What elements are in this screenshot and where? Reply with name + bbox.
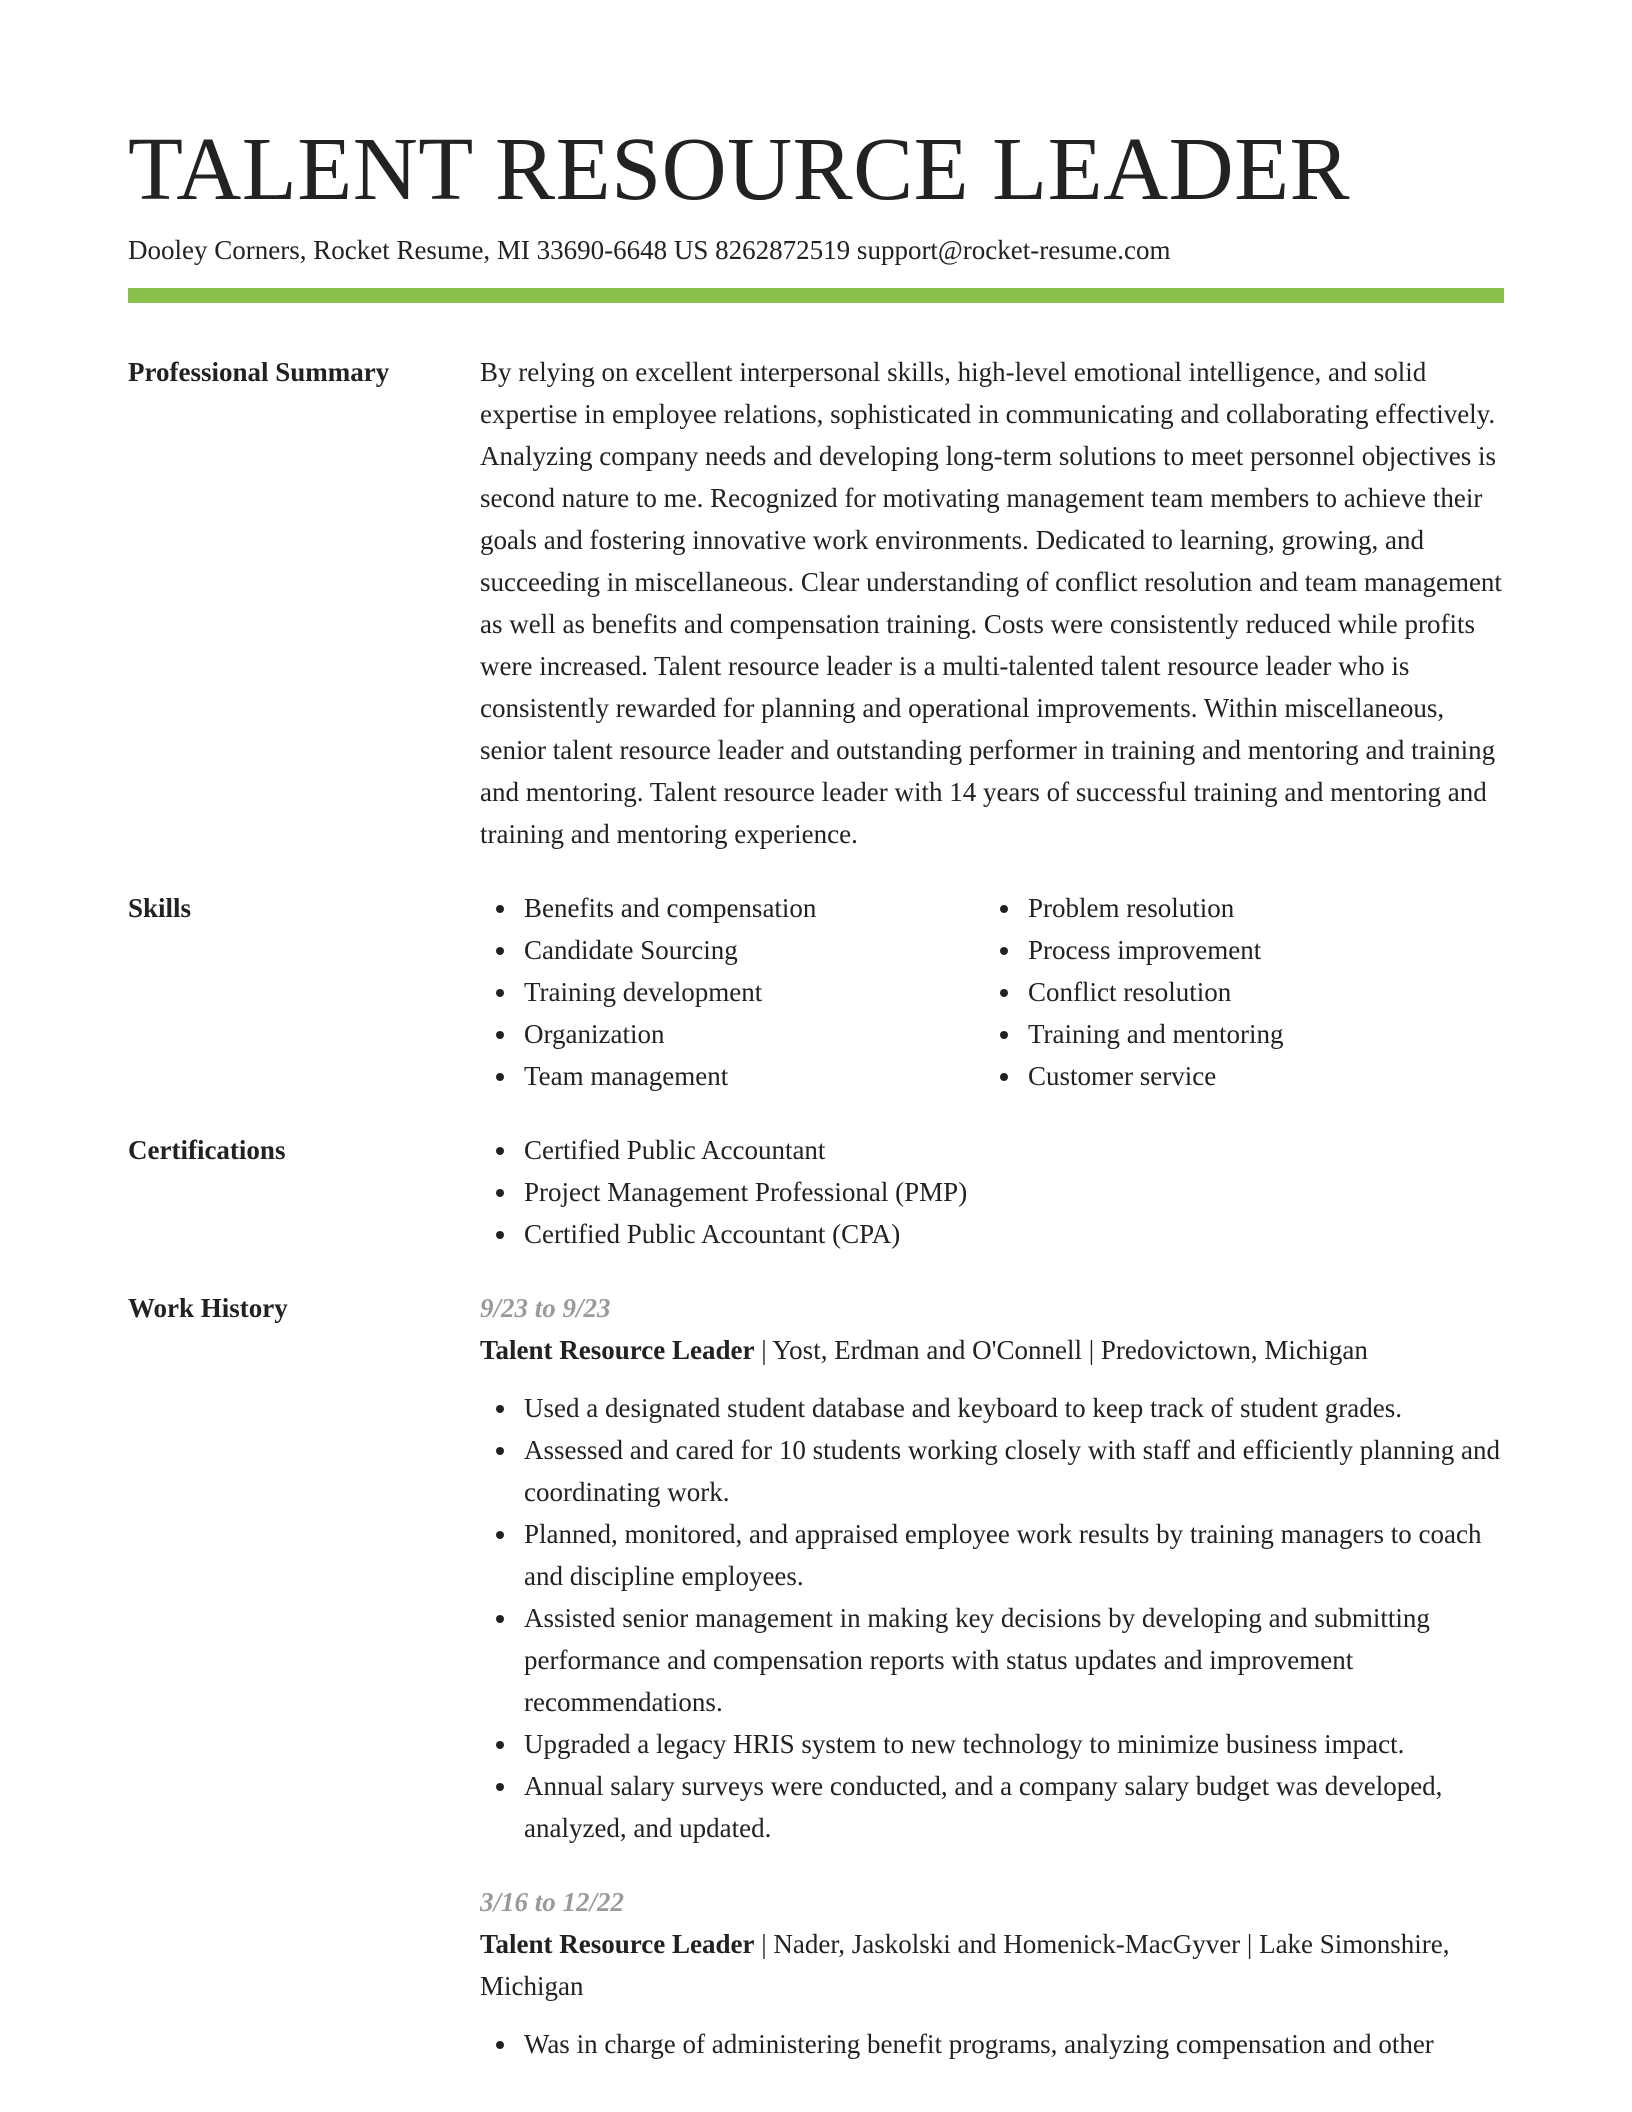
job-bullet: Annual salary surveys were conducted, and a company salary budget was developed, analyzed, and updated. (524, 1765, 1504, 1849)
resume-name: TALENT RESOURCE LEADER (128, 120, 1351, 219)
skill-item: Problem resolution (1028, 887, 1488, 929)
skills-list-left (480, 887, 984, 1097)
job-dates: 9/23 to 9/23 (480, 1293, 611, 1323)
section-title-certifications: Certifications (128, 1135, 286, 1165)
job-bullet: Used a designated student database and keyboard to keep track of student grades. (524, 1387, 1504, 1429)
job-entry (480, 1287, 1504, 1849)
summary-text: By relying on excellent interpersonal skills, high-level emotional intelligence, and solid expertise in employee relations, sophisticated in communicating and collaborating effectively. Analyzing company needs and developing long-term solutions to meet personnel objectives is second nature to me. Recognized for motivating management team members to achieve their goals and fostering innovative work environments. Dedicated to learning, growing, and succeeding in miscellaneous. Clear understanding of conflict resolution and team management as well as benefits and compensation training. Costs were consistently reduced while profits were increased. Talent resource leader is a multi-talented talent resource leader who is consistently rewarded for planning and operational improvements. Within miscellaneous, senior talent resource leader and outstanding performer in training and mentoring and training and mentoring. Talent resource leader with 14 years of successful training and mentoring and training and mentoring experience. (480, 357, 1502, 849)
job-bullet: Was in charge of administering benefit programs, analyzing compensation and other (524, 2023, 1504, 2065)
job-title: Talent Resource Leader (480, 1335, 755, 1365)
certification-item: Project Management Professional (PMP) (524, 1171, 1504, 1213)
job-dates: 3/16 to 12/22 (480, 1887, 625, 1917)
skill-item: Team management (524, 1055, 984, 1097)
skill-item: Benefits and compensation (524, 887, 984, 929)
certifications-section (128, 1129, 1504, 1255)
job-bullet: Upgraded a legacy HRIS system to new technology to minimize business impact. (524, 1723, 1504, 1765)
header-divider (128, 288, 1504, 303)
section-title-summary: Professional Summary (128, 357, 390, 387)
skill-item: Process improvement (1028, 929, 1488, 971)
job-bullet: Assessed and cared for 10 students working closely with staff and efficiently planning and coordinating work. (524, 1429, 1504, 1513)
job-bullets (480, 2023, 1504, 2065)
certification-item: Certified Public Accountant (CPA) (524, 1213, 1504, 1255)
job-bullets (480, 1387, 1504, 1849)
skill-item: Candidate Sourcing (524, 929, 984, 971)
job-heading (480, 1923, 1504, 2007)
job-bullet: Assisted senior management in making key decisions by developing and submitting performance and compensation reports with status updates and improvement recommendations. (524, 1597, 1504, 1723)
job-details: | Yost, Erdman and O'Connell | Predovictown, Michigan (754, 1335, 1368, 1365)
job-entry (480, 1881, 1504, 2065)
section-title-work-history: Work History (128, 1293, 288, 1323)
work-history-section (128, 1287, 1504, 2097)
skill-item: Customer service (1028, 1055, 1488, 1097)
skills-list-right (984, 887, 1488, 1097)
section-title-skills: Skills (128, 893, 192, 923)
skill-item: Training development (524, 971, 984, 1013)
skills-section (128, 887, 1504, 1097)
certification-item: Certified Public Accountant (524, 1129, 1504, 1171)
skill-item: Organization (524, 1013, 984, 1055)
skill-item: Conflict resolution (1028, 971, 1488, 1013)
contact-line: Dooley Corners, Rocket Resume, MI 33690-6648 US 8262872519 support@rocket-resume.com (128, 235, 1171, 265)
job-details: | Nader, Jaskolski and Homenick-MacGyver | Lake Simonshire, Michigan (480, 1929, 1450, 2001)
skill-item: Training and mentoring (1028, 1013, 1488, 1055)
resume-page (128, 118, 1504, 2097)
job-title: Talent Resource Leader (480, 1929, 755, 1959)
job-bullet: Planned, monitored, and appraised employee work results by training managers to coach and discipline employees. (524, 1513, 1504, 1597)
job-heading (480, 1329, 1504, 1371)
certifications-list (480, 1129, 1504, 1255)
summary-section (128, 351, 1504, 855)
